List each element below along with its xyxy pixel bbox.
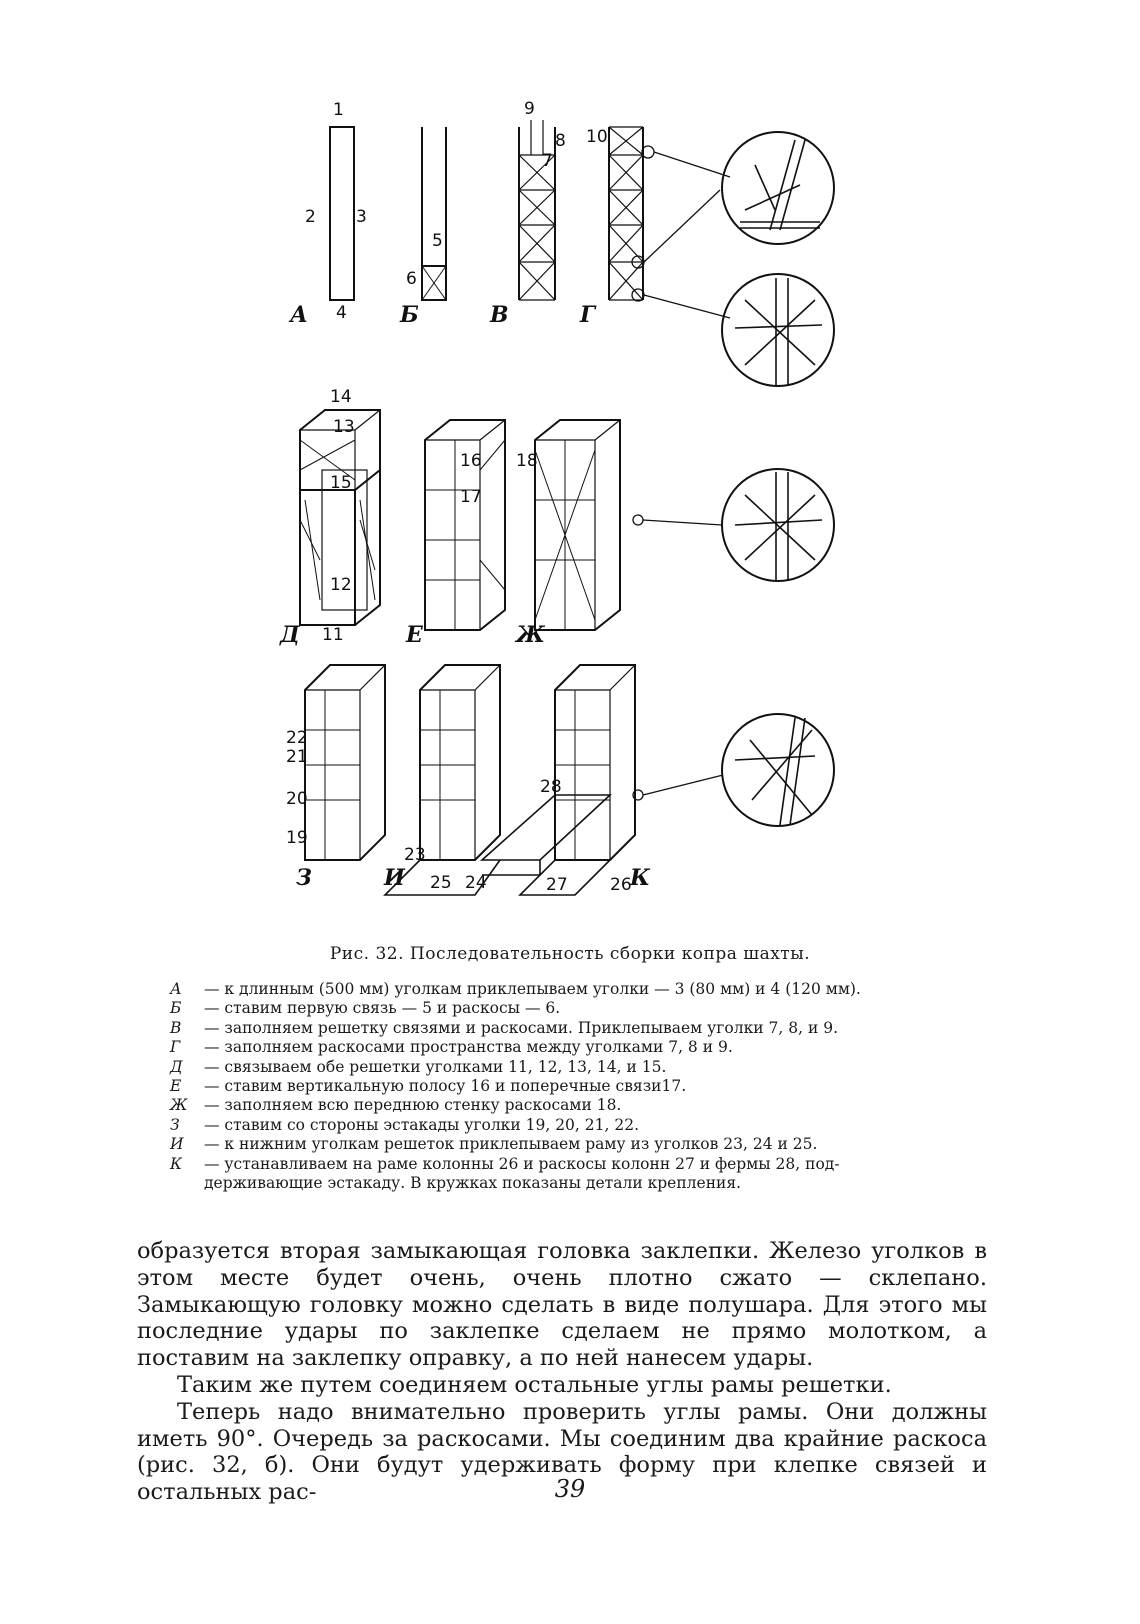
panel-label: З xyxy=(296,865,312,891)
legend-key: Г xyxy=(170,1038,181,1057)
legend-continuation: держивающие эстакаду. В кружках показаны детали крепления. xyxy=(204,1174,742,1193)
fig-num: 4 xyxy=(336,303,347,323)
panel-label: К xyxy=(630,865,651,891)
legend-key: И xyxy=(170,1135,184,1154)
legend-text: — ставим со стороны эстакады уголки 19, 20, 21, 22. xyxy=(204,1115,639,1134)
legend-text: — ставим вертикальную полосу 16 и поперечные связи17. xyxy=(204,1077,687,1096)
legend-text: — ставим первую связь — 5 и раскосы — 6. xyxy=(204,999,561,1018)
panel-label: Д xyxy=(280,622,300,648)
legend-item xyxy=(170,999,990,1018)
fig-num: 2 xyxy=(305,207,316,227)
fig-num: 25 xyxy=(430,873,452,893)
legend-key: Е xyxy=(170,1077,182,1096)
panel-label: Ж xyxy=(516,622,545,648)
legend-item xyxy=(170,1019,990,1038)
fig-num: 18 xyxy=(516,451,538,471)
paragraph: Теперь надо внимательно проверить углы рамы. Они должны иметь 90°. Очередь за раскосами. Мы соединим два крайние раскоса (рис. 32, б). Они будут удерживать форму при клепке связей и остальных рас- xyxy=(137,1398,987,1506)
paragraph: Таким же путем соединяем остальные углы рамы решетки. xyxy=(177,1371,892,1398)
fig-num: 8 xyxy=(555,131,566,151)
fig-num: 17 xyxy=(460,487,482,507)
legend-text: — заполняем раскосами пространства между уголками 7, 8 и 9. xyxy=(204,1038,733,1057)
legend-item xyxy=(170,980,990,999)
legend-text: — к нижним уголкам решеток приклепываем раму из уголков 23, 24 и 25. xyxy=(204,1135,818,1154)
legend-key: Д xyxy=(170,1057,183,1076)
fig-num: 6 xyxy=(406,269,417,289)
panel-label: Б xyxy=(400,302,419,328)
fig-num: 20 xyxy=(286,789,308,809)
figure-caption: Рис. 32. Последовательность сборки копра шахты. xyxy=(329,944,811,964)
fig-num: 12 xyxy=(330,575,352,595)
fig-num: 10 xyxy=(586,127,608,147)
legend-key: К xyxy=(170,1154,182,1173)
fig-num: 21 xyxy=(286,747,308,767)
legend-text: — к длинным (500 мм) уголкам приклепываем уголки — 3 (80 мм) и 4 (120 мм). xyxy=(204,980,861,998)
panel-label: Г xyxy=(580,302,596,328)
panel-label: И xyxy=(384,865,405,891)
fig-num: 19 xyxy=(286,828,308,848)
panel-a-frame xyxy=(330,127,354,300)
fig-num: 7 xyxy=(542,151,553,171)
legend-key: А xyxy=(170,980,182,998)
legend-key: В xyxy=(170,1018,182,1037)
fig-num: 11 xyxy=(322,625,344,645)
panel-label: В xyxy=(490,302,509,328)
fig-num: 23 xyxy=(404,845,426,865)
legend-item xyxy=(170,1155,990,1174)
page-number: 39 xyxy=(554,1475,586,1503)
fig-num: 1 xyxy=(333,100,344,120)
legend-item xyxy=(170,1116,990,1135)
legend-item xyxy=(170,1038,990,1057)
fig-num: 14 xyxy=(330,387,352,407)
legend-item xyxy=(170,1058,990,1077)
legend-text: — заполняем всю переднюю стенку раскосами 18. xyxy=(204,1096,622,1115)
body-text xyxy=(137,1238,987,1506)
legend-key: З xyxy=(170,1115,180,1134)
figure-legend xyxy=(170,980,990,1193)
fig-num: 27 xyxy=(546,875,568,895)
fig-num: 13 xyxy=(333,417,355,437)
legend-key: Ж xyxy=(170,1096,188,1115)
legend-key: Б xyxy=(170,999,182,1018)
fig-num: 3 xyxy=(356,207,367,227)
legend-item xyxy=(170,1135,990,1154)
fig-num: 9 xyxy=(524,99,535,119)
fig-num: 28 xyxy=(540,777,562,797)
legend-item xyxy=(170,1077,990,1096)
fig-num: 15 xyxy=(330,473,352,493)
fig-num: 16 xyxy=(460,451,482,471)
fig-num: 24 xyxy=(465,873,487,893)
fig-num: 22 xyxy=(286,728,308,748)
legend-text: — заполняем решетку связями и раскосами. Приклепываем уголки 7, 8, и 9. xyxy=(204,1018,839,1037)
legend-text: — связываем обе решетки уголками 11, 12, 13, 14, и 15. xyxy=(204,1057,667,1076)
figure-number-labels xyxy=(286,99,632,895)
panel-label: А xyxy=(290,302,308,328)
fig-num: 26 xyxy=(610,875,632,895)
legend-text: — устанавливаем на раме колонны 26 и раскосы колонн 27 и фермы 28, под- xyxy=(204,1154,840,1173)
paragraph: образуется вторая замыкающая головка заклепки. Железо уголков в этом месте будет очень, очень плотно сжато — склепано. Замыкающую головку можно сделать в виде полушара. Для этого мы последние удары по заклепке сделаем не прямо молотком, а поставим на заклепку оправку, а по ней нанесем удары. xyxy=(137,1238,987,1372)
legend-item xyxy=(170,1096,990,1115)
panel-label: Е xyxy=(406,622,423,648)
fig-num: 5 xyxy=(432,231,443,251)
